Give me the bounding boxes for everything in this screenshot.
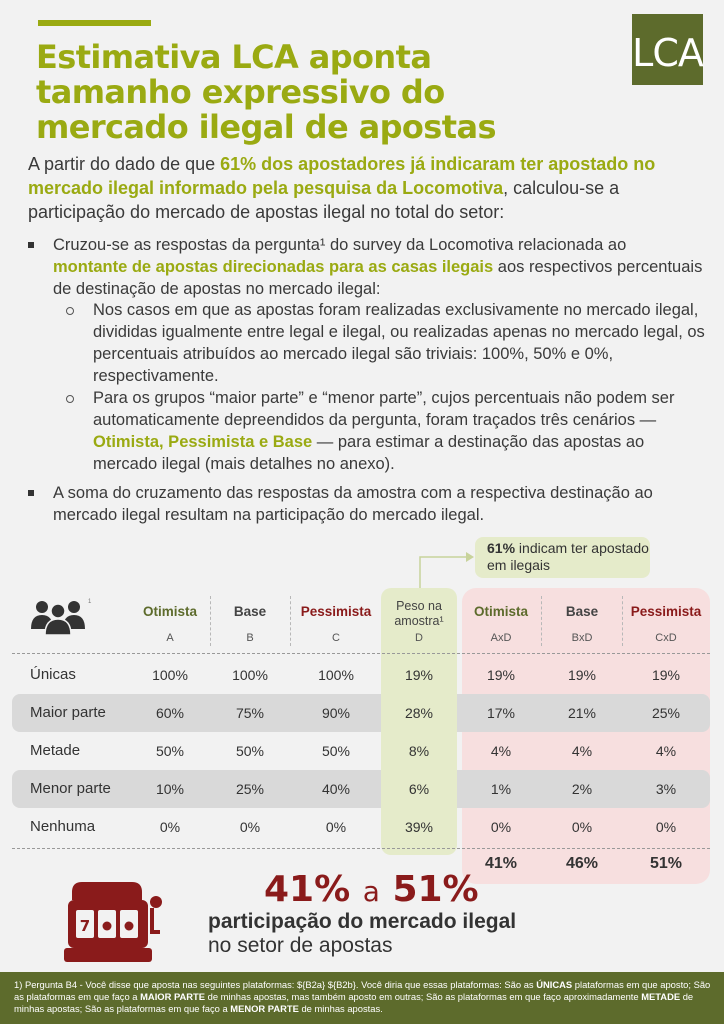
table-total-divider bbox=[12, 848, 710, 849]
sublabel-axd: AxD bbox=[490, 632, 512, 644]
column-divider bbox=[210, 596, 211, 646]
sub-bullet-2-text: Para os grupos “maior parte” e “menor parte”, cujos percentuais não podem ser automaticamente depreendidos da pergunta, foram traçados três cenários — Otimista, Pessimista e Base — para estimar a destinação das apostas ao mercado ilegal (mais detalhes no anexo). bbox=[93, 389, 675, 473]
sublabel-bxd: BxD bbox=[571, 632, 593, 644]
row-label: Metade bbox=[30, 742, 81, 759]
cell-d: 6% bbox=[408, 781, 430, 797]
cell-cxd: 0% bbox=[655, 819, 677, 835]
cell-d: 28% bbox=[404, 705, 434, 721]
cell-axd: 1% bbox=[490, 781, 512, 797]
cell-c: 0% bbox=[325, 819, 347, 835]
range-low: 41% bbox=[264, 869, 351, 910]
caption-bold: participação do mercado ilegal bbox=[208, 910, 517, 933]
row-label: Maior parte bbox=[30, 704, 106, 721]
callout-text: indicam ter apostado em ilegais bbox=[487, 540, 649, 573]
cell-a: 60% bbox=[155, 705, 185, 721]
header-base-result: Base bbox=[565, 604, 599, 619]
cell-bxd: 19% bbox=[567, 667, 597, 683]
cell-b: 75% bbox=[235, 705, 265, 721]
cell-d: 8% bbox=[408, 743, 430, 759]
accent-bar bbox=[38, 20, 151, 26]
slot-machine-icon bbox=[58, 878, 166, 966]
cell-cxd: 4% bbox=[655, 743, 677, 759]
market-share-range bbox=[264, 870, 479, 912]
bullet-1-text: Cruzou-se as respostas da pergunta¹ do survey da Locomotiva relacionada ao montante de apostas direcionadas para as casas ilegais aos respectivos percentuais de destinação de apostas no mercado ilegal: bbox=[53, 236, 703, 298]
title-line-3: mercado ilegal de apostas bbox=[36, 108, 496, 146]
header-base: Base bbox=[233, 604, 267, 619]
title-line-1: Estimativa LCA aponta bbox=[36, 38, 432, 76]
total-pessimista: 51% bbox=[649, 855, 683, 872]
sublabel-b: B bbox=[246, 632, 254, 644]
caption-rest: no setor de apostas bbox=[208, 934, 393, 957]
sub-bullet-mark bbox=[66, 395, 74, 403]
sub-bullet-mark bbox=[66, 307, 74, 315]
cell-axd: 17% bbox=[486, 705, 516, 721]
header-otimista: Otimista bbox=[142, 604, 197, 619]
sub-bullet-2-highlight: Otimista, Pessimista e Base bbox=[93, 433, 313, 451]
sublabel-c: C bbox=[332, 632, 340, 644]
lca-logo bbox=[632, 14, 703, 85]
title-line-2: tamanho expressivo do bbox=[36, 73, 445, 111]
cell-a: 10% bbox=[155, 781, 185, 797]
total-base: 46% bbox=[565, 855, 599, 872]
cell-axd: 0% bbox=[490, 819, 512, 835]
header-peso-amostra: Peso na amostra¹ bbox=[394, 599, 444, 628]
cell-cxd: 19% bbox=[651, 667, 681, 683]
row-label: Nenhuma bbox=[30, 818, 96, 835]
column-divider bbox=[541, 596, 542, 646]
intro-highlight: 61% dos apostadores já indicaram ter apostado no mercado ilegal informado pela pesquisa da Locomotiva bbox=[28, 154, 656, 198]
cell-cxd: 3% bbox=[655, 781, 677, 797]
connector-line bbox=[420, 557, 472, 588]
bullet-2-text: A soma do cruzamento das respostas da amostra com a respectiva destinação ao mercado ilegal resultam na participação do mercado ilegal. bbox=[53, 484, 653, 524]
cell-c: 50% bbox=[321, 743, 351, 759]
bullet-1-highlight: montante de apostas direcionadas para as casas ilegais bbox=[53, 258, 494, 276]
sublabel-cxd: CxD bbox=[655, 632, 677, 644]
bullet-mark bbox=[28, 490, 34, 496]
svg-text:7: 7 bbox=[79, 917, 91, 935]
cell-d: 39% bbox=[404, 819, 434, 835]
cell-axd: 19% bbox=[486, 667, 516, 683]
cell-cxd: 25% bbox=[651, 705, 681, 721]
cell-a: 100% bbox=[152, 667, 188, 683]
sublabel-a: A bbox=[166, 632, 174, 644]
logo-text: LCA bbox=[632, 30, 703, 75]
intro-paragraph bbox=[28, 152, 698, 224]
column-divider bbox=[290, 596, 291, 646]
cell-bxd: 4% bbox=[571, 743, 593, 759]
header-pessimista: Pessimista bbox=[300, 604, 372, 619]
footnote: 1) Pergunta B4 - Você disse que aposta nas seguintes plataformas: ${B2a} ${B2b}. Você diria que essas plataformas: São as ÚNICAS plataformas em que aposto; São as plataformas em que faço a MAIOR PARTE de minhas apostas, mas também aposto em outras; São as plataformas em que faço aproximadamente METADE de minhas apostas; São as plataformas em que faço a MENOR PARTE de minhas apostas. bbox=[0, 972, 724, 1024]
range-connector: a bbox=[362, 875, 380, 908]
cell-b: 100% bbox=[232, 667, 268, 683]
cell-b: 25% bbox=[235, 781, 265, 797]
row-label: Únicas bbox=[30, 666, 76, 683]
cell-axd: 4% bbox=[490, 743, 512, 759]
intro-text: A partir do dado de que bbox=[28, 154, 221, 174]
lca-logo-mark bbox=[632, 22, 703, 78]
bullet-mark bbox=[28, 242, 34, 248]
total-otimista: 41% bbox=[484, 855, 518, 872]
table-header-divider bbox=[12, 653, 710, 654]
cell-bxd: 0% bbox=[571, 819, 593, 835]
cell-a: 50% bbox=[155, 743, 185, 759]
cell-c: 90% bbox=[321, 705, 351, 721]
cell-b: 0% bbox=[239, 819, 261, 835]
cell-bxd: 2% bbox=[571, 781, 593, 797]
row-label: Menor parte bbox=[30, 780, 111, 797]
cell-a: 0% bbox=[159, 819, 181, 835]
callout-bold: 61% bbox=[487, 540, 516, 556]
sub-bullet-1-text: Nos casos em que as apostas foram realizadas exclusivamente no mercado ilegal, divididas igualmente entre legal e ilegal, ou realizadas apenas no mercado legal, os percentuais atribuídos ao mercado ilegal são triviais: 100%, 50% e 0%, respectivamente. bbox=[93, 301, 705, 385]
page-title bbox=[36, 40, 596, 145]
cell-c: 40% bbox=[321, 781, 351, 797]
cell-c: 100% bbox=[318, 667, 354, 683]
sublabel-d: D bbox=[415, 632, 423, 644]
header-otimista-result: Otimista bbox=[473, 604, 528, 619]
column-divider bbox=[622, 596, 623, 646]
callout-61-percent bbox=[475, 537, 650, 578]
people-icon-note: 1 bbox=[88, 599, 92, 605]
header-pessimista-result: Pessimista bbox=[630, 604, 702, 619]
market-share-caption bbox=[208, 910, 528, 958]
range-high: 51% bbox=[392, 869, 479, 910]
people-icon bbox=[28, 597, 92, 637]
cell-d: 19% bbox=[404, 667, 434, 683]
cell-bxd: 21% bbox=[567, 705, 597, 721]
connector-arrow bbox=[466, 552, 474, 562]
intro-text-end: , calculou-se a participação do mercado de apostas ilegal no total do setor: bbox=[28, 178, 620, 222]
cell-b: 50% bbox=[235, 743, 265, 759]
